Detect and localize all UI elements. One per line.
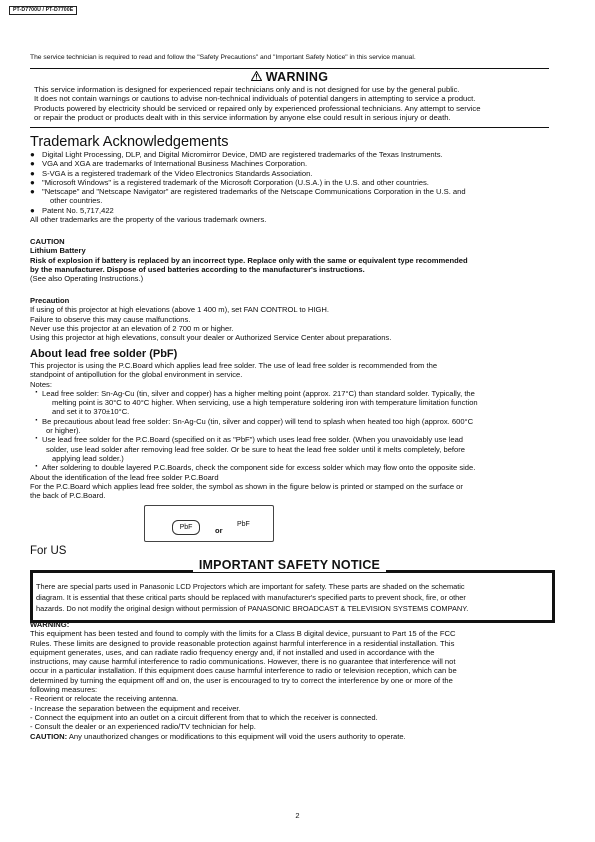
safety-notice-line: hazards. Do not modify the original design without permission of PANASONIC BROADCAST & TELEVISION SYSTEMS COMPANY. bbox=[36, 604, 469, 613]
warning-line: It does not contain warnings or cautions to advise non-technical individuals of potential dangers in attempting to service a product. bbox=[34, 94, 476, 104]
leadfree-notes bbox=[30, 389, 550, 473]
caution-title: CAUTION bbox=[30, 237, 65, 246]
precaution-title: Precaution bbox=[30, 296, 70, 305]
list-item: · Use lead free solder for the P.C.Board (specified on it as "PbF") which uses lead free solder. (When you unavoidably use lead solder, use lead solder after removing lead free solder. Or be sure to heat the lead free solder until it melts completely, before applying lead solder.) bbox=[30, 435, 550, 463]
trademark-footer: All other trademarks are the property of the various trademark owners. bbox=[30, 215, 267, 225]
ident-heading: About the identification of the lead free solder P.C.Board bbox=[30, 472, 219, 482]
fcc-line: - Consult the dealer or an experienced radio/TV technician for help. bbox=[30, 722, 256, 732]
precaution-line: Using this projector at high elevations, consult your dealer or Authorized Service Center about preparations. bbox=[30, 333, 392, 343]
list-item: ● "Microsoft Windows" is a registered trademark of the Microsoft Corporation (U.S.A.) in the U.S. and other countries. bbox=[30, 178, 550, 187]
for-us-label: For US bbox=[30, 545, 67, 557]
caution-text: Risk of explosion if battery is replaced by an incorrect type. Replace only with the same or equivalent type recommended bbox=[30, 255, 468, 265]
trademark-section bbox=[30, 134, 550, 224]
list-item: ● "Netscape" and "Netscape Navigator" are registered trademarks of the Netscape Communications Corporation in the U.S. and other countries. bbox=[30, 187, 550, 206]
notes-label: Notes: bbox=[30, 379, 52, 389]
caution-note: (See also Operating Instructions.) bbox=[30, 274, 144, 284]
warning-triangle-icon bbox=[251, 70, 262, 85]
fcc-title: WARNING: bbox=[30, 620, 70, 629]
trademark-title: Trademark Acknowledgements bbox=[30, 134, 229, 150]
caution-text: by the manufacturer. Dispose of used batteries according to the manufacturer's instructions. bbox=[30, 264, 365, 274]
safety-notice-line: diagram. It is essential that these critical parts should be replaced with manufacturer's specified parts to prevent shock, fire, or other bbox=[36, 593, 466, 602]
precaution-section bbox=[30, 296, 550, 342]
leadfree-intro: This projector is using the P.C.Board which applies lead free solder. The use of lead free solder is recommended from the bbox=[30, 361, 438, 370]
fcc-line: - Increase the separation between the equipment and receiver. bbox=[30, 703, 241, 713]
model-tag: PT-D7700U / PT-D7700E bbox=[9, 6, 77, 15]
leadfree-title: About lead free solder (PbF) bbox=[30, 348, 178, 360]
warning-line: This service information is designed for experienced repair technicians only and is not designed for use by the general public. bbox=[34, 85, 460, 94]
ident-text: For the P.C.Board which applies lead free solder, the symbol as shown in the figure below is printed or stamped on the surface or bbox=[30, 481, 463, 491]
pbf-symbol-plain: PbF bbox=[237, 521, 250, 528]
leadfree-intro: standpoint of antipollution for the global environment in service. bbox=[30, 370, 243, 380]
precaution-line: Failure to observe this may cause malfunctions. bbox=[30, 314, 191, 324]
list-item: ● Patent No. 5,717,422 bbox=[30, 206, 550, 215]
fcc-line: This equipment has been tested and found to comply with the limits for a Class B digital device, pursuant to Part 15 of the FCC bbox=[30, 629, 456, 639]
intro-text: The service technician is required to read and follow the "Safety Precautions" and "Important Safety Notice" in this service manual. bbox=[30, 54, 416, 61]
fcc-section bbox=[30, 620, 550, 741]
fcc-line: occur in a particular installation. If this equipment does cause harmful interference to radio or television reception, which can be bbox=[30, 666, 457, 676]
precaution-line: If using of this projector at high elevations (above 1 400 m), set FAN CONTROL to HIGH. bbox=[30, 305, 329, 315]
caution-section bbox=[30, 237, 550, 283]
ident-text: the back of P.C.Board. bbox=[30, 491, 106, 501]
symbol-or-label: or bbox=[215, 526, 223, 535]
trademark-list bbox=[30, 150, 550, 215]
pbf-symbol-oval: PbF bbox=[172, 520, 200, 535]
warning-title: WARNING bbox=[30, 70, 549, 85]
warning-line: Products powered by electricity should be serviced or repaired only by experienced professional technicians. Any attempt to service bbox=[34, 103, 481, 113]
list-item: · Lead free solder: Sn-Ag-Cu (tin, silver and copper) has a higher melting point (approx. 217°C) than standard solder. Typically, the melting point is 30°C to 40°C higher. When servicing, use a high temperature soldering iron with temperature limitation function and set it to 370±10°C. bbox=[30, 389, 550, 417]
leadfree-section bbox=[30, 348, 550, 500]
safety-notice-line: There are special parts used in Panasonic LCD Projectors which are important for safety. These parts are shaded on the schematic bbox=[36, 582, 465, 591]
caution-subtitle: Lithium Battery bbox=[30, 246, 86, 256]
precaution-line: Never use this projector at an elevation of 2 700 m or higher. bbox=[30, 323, 234, 333]
page-number: 2 bbox=[295, 811, 300, 820]
fcc-line: determined by turning the equipment off and on, the user is encouraged to try to correct the interference by one or more of the bbox=[30, 675, 453, 685]
fcc-line: following measures: bbox=[30, 685, 98, 695]
list-item: · Be precautious about lead free solder: Sn-Ag-Cu (tin, silver and copper) will tend to splash when heated too high (approx. 600°C or higher). bbox=[30, 417, 550, 436]
list-item: ● VGA and XGA are trademarks of International Business Machines Corporation. bbox=[30, 159, 550, 168]
list-item: · After soldering to double layered P.C.Boards, check the component side for excess solder which may flow onto the opposite side. bbox=[30, 463, 550, 472]
warning-box bbox=[30, 68, 549, 128]
fcc-line: - Reorient or relocate the receiving antenna. bbox=[30, 694, 179, 704]
fcc-line: equipment generates, uses, and can radiate radio frequency energy and, if not installed and used in accordance with the bbox=[30, 647, 435, 657]
fcc-line: Rules. These limits are designed to provide reasonable protection against harmful interference in a residential installation. This bbox=[30, 638, 455, 648]
safety-notice-box bbox=[30, 570, 555, 623]
warning-line: or repair the product or products dealt with in this service information by anyone else could result in serious injury or death. bbox=[34, 113, 451, 123]
pbf-symbol-figure bbox=[144, 505, 274, 542]
fcc-line: - Connect the equipment into an outlet on a circuit different from that to which the receiver is connected. bbox=[30, 712, 378, 722]
fcc-line: instructions, may cause harmful interference to radio communications. However, there is no guarantee that interference will not bbox=[30, 657, 456, 667]
fcc-caution: CAUTION: Any unauthorized changes or modifications to this equipment will void the users authority to operate. bbox=[30, 731, 406, 741]
list-item: ● S-VGA is a registered trademark of the Video Electronics Standards Association. bbox=[30, 169, 550, 178]
list-item: ● Digital Light Processing, DLP, and Digital Micromirror Device, DMD are registered trademarks of the Texas Instruments. bbox=[30, 150, 550, 159]
safety-notice-title: IMPORTANT SAFETY NOTICE bbox=[30, 561, 549, 570]
